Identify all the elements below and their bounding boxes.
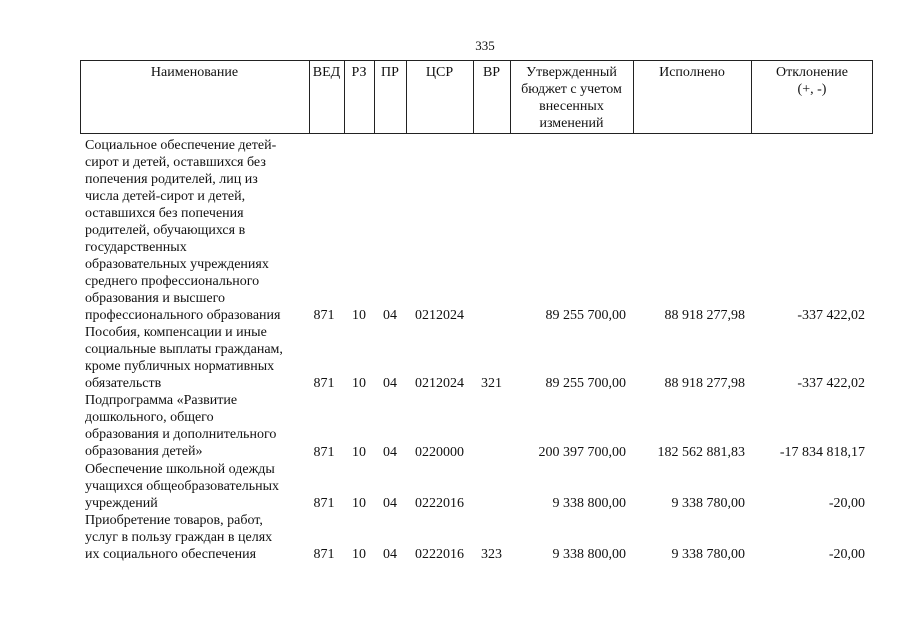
header-pr: ПР — [381, 65, 399, 80]
row-2-executed: 88 918 277,98 — [664, 376, 745, 391]
row-4-ved: 871 — [313, 496, 335, 511]
row-5-ved: 871 — [313, 547, 335, 562]
row-3-rz: 10 — [352, 445, 366, 460]
row-4-name: Обеспечение школьной одежды учащихся общеобразовательных учреждений — [85, 462, 280, 511]
row-3-deviation: -17 834 818,17 — [779, 445, 865, 460]
row-1-budget: 89 255 700,00 — [545, 308, 626, 323]
header-vr: ВР — [482, 65, 501, 80]
row-4-budget: 9 338 800,00 — [552, 496, 626, 511]
row-5-deviation: -20,00 — [828, 547, 865, 562]
row-3-csr: 0220000 — [415, 445, 464, 460]
row-3-name: Подпрограмма «Развитие дошкольного, общего образования и дополнительного образования детей» — [85, 393, 277, 459]
row-4-rz: 10 — [352, 496, 366, 511]
header-name: Наименование — [150, 65, 239, 80]
row-2-csr: 0212024 — [415, 376, 464, 391]
row-1-name: Социальное обеспечение детей- сирот и детей, оставшихся без попечения родителей, лиц из числа детей-сирот и детей, оставшихся без попечения родителей, обучающихся в государственных образовательных учреждениях среднего профессионального образования и высшего профессионального образования — [85, 138, 281, 323]
row-1-csr: 0212024 — [415, 308, 464, 323]
row-1-pr: 04 — [383, 308, 397, 323]
row-5-budget: 9 338 800,00 — [552, 547, 626, 562]
row-3-pr: 04 — [383, 445, 397, 460]
row-1-executed: 88 918 277,98 — [664, 308, 745, 323]
row-2-budget: 89 255 700,00 — [545, 376, 626, 391]
row-2-rz: 10 — [352, 376, 366, 391]
row-2-vr: 321 — [481, 376, 502, 391]
header-rz: РЗ — [351, 65, 367, 80]
row-5-vr: 323 — [481, 547, 502, 562]
row-5-csr: 0222016 — [415, 547, 464, 562]
row-5-executed: 9 338 780,00 — [671, 547, 745, 562]
row-2-deviation: -337 422,02 — [797, 376, 865, 391]
row-5-name: Приобретение товаров, работ, услуг в пользу граждан в целях их социального обеспечения — [85, 513, 273, 562]
header-budget: Утвержденный бюджет с учетом внесенных изменений — [521, 65, 622, 131]
row-2-pr: 04 — [383, 376, 397, 391]
row-4-executed: 9 338 780,00 — [671, 496, 745, 511]
row-5-rz: 10 — [352, 547, 366, 562]
page-number: 335 — [475, 38, 495, 53]
row-1-deviation: -337 422,02 — [797, 308, 865, 323]
row-5-pr: 04 — [383, 547, 397, 562]
row-4-deviation: -20,00 — [828, 496, 865, 511]
row-4-pr: 04 — [383, 496, 397, 511]
header-csr: ЦСР — [425, 65, 454, 80]
row-2-name: Пособия, компенсации и иные социальные выплаты гражданам, кроме публичных нормативных обязательств — [85, 325, 283, 391]
row-4-csr: 0222016 — [415, 496, 464, 511]
row-3-ved: 871 — [313, 445, 335, 460]
row-3-budget: 200 397 700,00 — [538, 445, 626, 460]
row-2-ved: 871 — [313, 376, 335, 391]
header-ved: ВЕД — [312, 65, 341, 80]
row-1-rz: 10 — [352, 308, 366, 323]
header-deviation: Отклонение (+, -) — [776, 65, 848, 97]
row-1-ved: 871 — [313, 308, 335, 323]
row-3-executed: 182 562 881,83 — [657, 445, 745, 460]
header-executed: Исполнено — [659, 65, 725, 80]
